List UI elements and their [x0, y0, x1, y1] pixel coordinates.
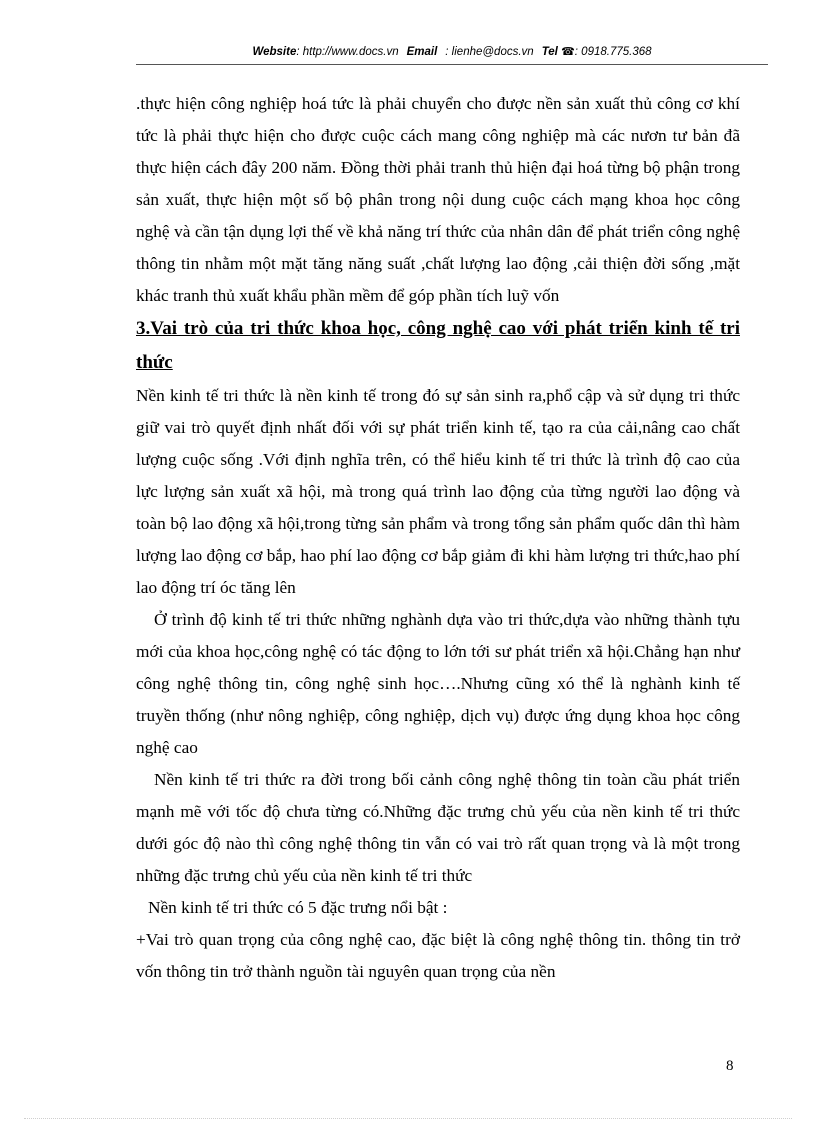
email-value: : lienhe@docs.vn — [445, 46, 534, 58]
section-title: 3.Vai trò của tri thức khoa học, công nghệ cao với phát triển kinh tế tri thức — [136, 318, 740, 373]
phone-icon: ☎ — [561, 46, 575, 58]
paragraph-1: Nền kinh tế tri thức là nền kinh tế trong đó sự sản sinh ra,phổ cập và sử dụng tri thức giữ vai trò quyết định nhất đối với sự phát triển kinh tế, tạo ra của cải,nâng cao chất lượng cuộc sống .Với định nghĩa trên, có thể hiểu kinh tế tri thức là trình độ cao của lực lượng sản xuất xã hội, mà trong quá trình lao động của từng người lao động và toàn bộ lao động xã hội,trong từng sản phẩm và trong tổng sản phẩm quốc dân thì hàm lượng lao động cơ bắp, hao phí lao động cơ bắp giảm đi khi hàm lượng tri thức,hao phí lao động trí óc tăng lên — [136, 386, 740, 597]
paragraph-intro: .thực hiện công nghiệp hoá tức là phải chuyển cho được nền sản xuất thủ công cơ khí tức là phải thực hiện cho được cuộc cách mang công nghiệp mà các nươn tư bản đã thực hiện cách đây 200 năm. Đồng thời phải tranh thủ hiện đại hoá từng bộ phận trong sản xuất, thực hiện một số bộ phân trong nội dung cuộc cách mạng khoa học công nghệ và cần tận dụng lợi thế về khả năng trí thức của nhân dân để phát triển công nghệ thông tin nhằm một mặt tăng năng suất ,chất lượng lao động ,cải thiện đời sống ,mặt khác tranh thủ xuất khẩu phần mềm để góp phần tích luỹ vốn — [136, 94, 740, 305]
tel-value: : 0918.775.368 — [574, 46, 652, 58]
paragraph-4: Nền kinh tế tri thức có 5 đặc trưng nổi bật : — [148, 898, 448, 917]
email-label: Email — [406, 46, 438, 58]
website-label: Website — [252, 46, 297, 58]
paragraph-5: +Vai trò quan trọng của công nghệ cao, đặc biệt là công nghệ thông tin. thông tin trở vốn thông tin trở thành nguồn tài nguyên quan trọng của nền — [136, 930, 740, 981]
page-content — [136, 88, 740, 988]
website-value: : http://www.docs.vn — [296, 46, 399, 58]
tel-label: Tel — [541, 46, 558, 58]
page-bottom-border — [24, 1118, 792, 1119]
paragraph-3: Nền kinh tế tri thức ra đời trong bối cảnh công nghệ thông tin toàn cầu phát triển mạnh mẽ với tốc độ chưa từng có.Những đặc trưng chủ yếu của nền kinh tế tri thức dưới góc độ nào thì công nghệ thông tin vẫn có vai trò rất quan trọng và là một trong những đặc trưng chủ yếu của nền kinh tế tri thức — [136, 770, 740, 885]
paragraph-2: Ở trình độ kinh tế tri thức những nghành dựa vào tri thức,dựa vào những thành tựu mới của khoa học,công nghệ có tác động to lớn tới sư phát triển xã hội.Chẳng hạn như công nghệ thông tin, công nghệ sinh học….Nhưng cũng xó thể là nghành kinh tế truyền thống (như nông nghiệp, công nghiệp, dịch vụ) được ứng dụng khoa học công nghệ cao — [136, 610, 740, 757]
page-header — [136, 42, 768, 65]
page-number: 8 — [726, 1058, 734, 1074]
